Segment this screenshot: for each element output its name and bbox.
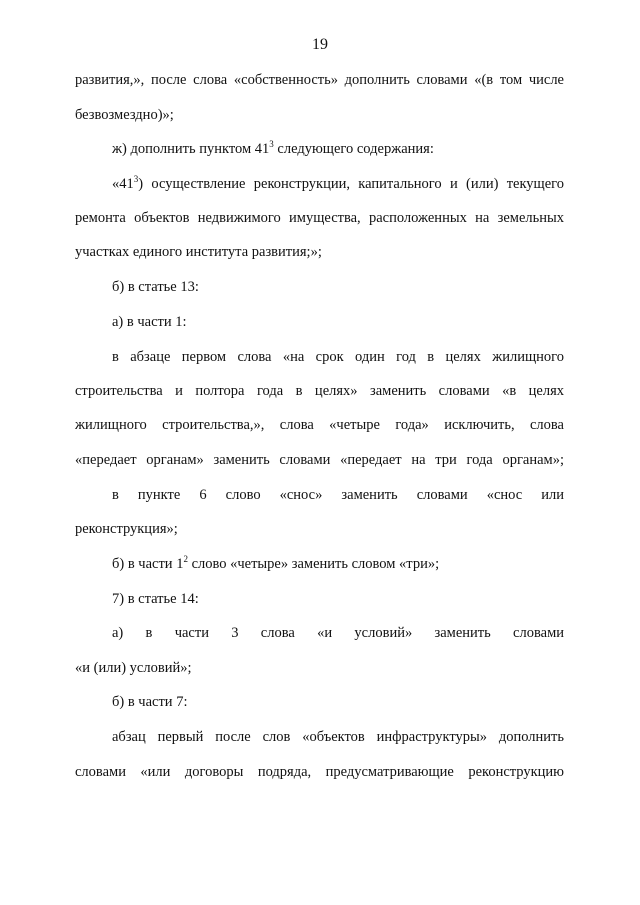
text-line: [112, 139, 564, 159]
text-line: абзац первый после слов «объектов инфраструктуры» дополнить: [112, 729, 564, 745]
text-line: в абзаце первом слова «на срок один год в целях жилищного: [112, 349, 564, 365]
text-line: развития,», после слова «собственность» дополнить словами «(в том числе: [75, 72, 564, 88]
text-line: реконструкция»;: [75, 521, 178, 537]
text-fragment: слово «четыре» заменить словом «три»;: [187, 556, 440, 572]
text-line: [112, 174, 564, 194]
text-fragment: б) в части 1: [112, 556, 184, 572]
text-line: в пункте 6 слово «снос» заменить словами «снос или: [112, 487, 564, 503]
text-fragment: следующего содержания:: [273, 141, 434, 157]
superscript: 3: [269, 139, 274, 150]
text-fragment: ) осуществление реконструкции, капитального и (или) текущего: [138, 176, 564, 192]
text-line: словами «или договоры подряда, предусматривающие реконструкцию: [75, 764, 564, 780]
text-line: участках единого института развития;»;: [75, 244, 322, 260]
page-number: 19: [312, 36, 328, 53]
text-fragment: «41: [112, 176, 134, 192]
text-line: строительства и полтора года в целях» заменить словами «в целях: [75, 383, 564, 399]
text-line: жилищного строительства,», слова «четыре года» исключить, слова: [75, 417, 564, 433]
text-line: «передает органам» заменить словами «передает на три года органам»;: [75, 452, 564, 468]
text-fragment: ж) дополнить пунктом 41: [112, 141, 270, 157]
text-line: [112, 554, 564, 574]
superscript: 3: [133, 174, 139, 185]
superscript: 2: [183, 554, 188, 565]
text-line: а) в части 1:: [112, 314, 187, 330]
text-line: б) в статье 13:: [112, 279, 199, 295]
text-line: ремонта объектов недвижимого имущества, расположенных на земельных: [75, 210, 564, 226]
text-line: «и (или) условий»;: [75, 660, 192, 676]
text-line: 7) в статье 14:: [112, 591, 199, 607]
text-line: а) в части 3 слова «и условий» заменить словами: [112, 625, 564, 641]
text-line: безвозмездно)»;: [75, 107, 174, 123]
text-line: б) в части 7:: [112, 694, 188, 710]
